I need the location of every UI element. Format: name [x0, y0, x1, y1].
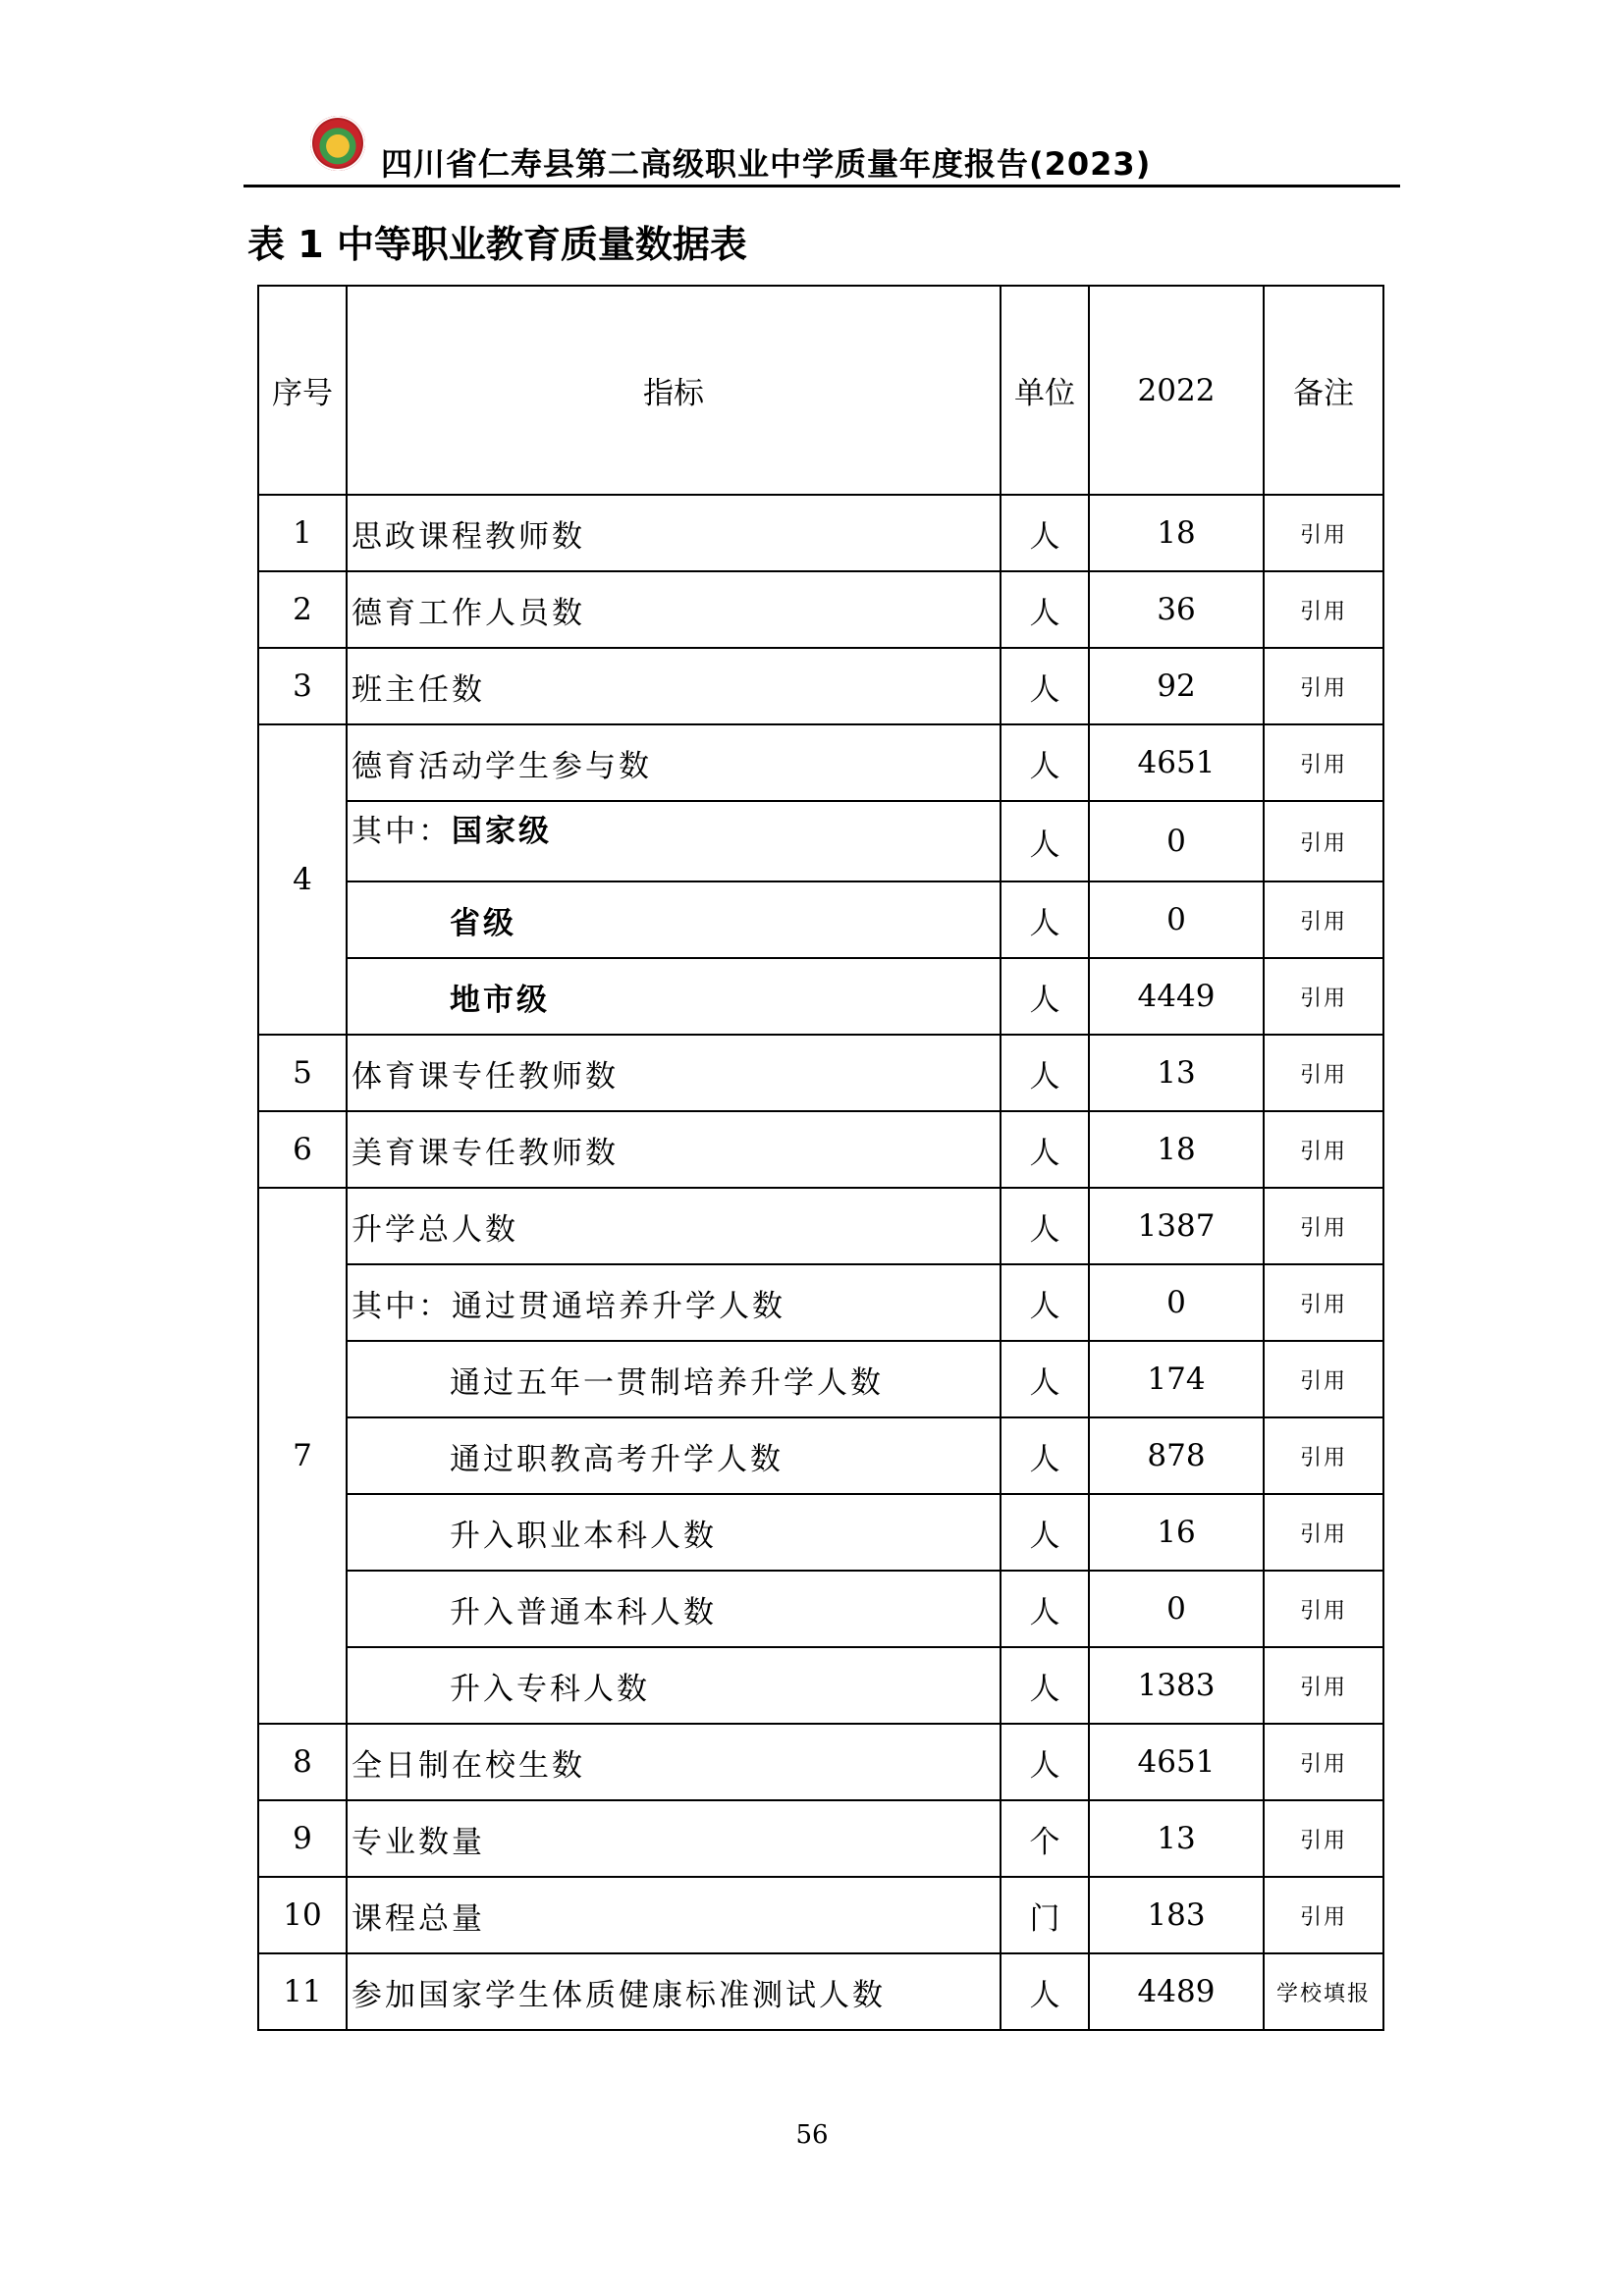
row-value: 13 — [1089, 1035, 1264, 1111]
row-indicator: 德育活动学生参与数 — [347, 724, 1001, 801]
col-header-year: 2022 — [1089, 286, 1264, 495]
row-value: 13 — [1089, 1800, 1264, 1877]
row-value: 36 — [1089, 571, 1264, 648]
row-indicator: 美育课专任教师数 — [347, 1111, 1001, 1188]
row-indicator: 通过五年一贯制培养升学人数 — [347, 1341, 1001, 1417]
row-note: 引用 — [1264, 495, 1383, 571]
row-note: 引用 — [1264, 1417, 1383, 1494]
table-row — [258, 881, 1383, 958]
row-seq: 6 — [258, 1111, 347, 1188]
row-value: 4489 — [1089, 1953, 1264, 2030]
row-value: 1383 — [1089, 1647, 1264, 1724]
table-row — [258, 1800, 1383, 1877]
row-note: 引用 — [1264, 1647, 1383, 1724]
row-value: 1387 — [1089, 1188, 1264, 1264]
table-row — [258, 648, 1383, 724]
table-row — [258, 495, 1383, 571]
row-unit: 人 — [1001, 1035, 1089, 1111]
row-unit: 人 — [1001, 1647, 1089, 1724]
table-row — [258, 1571, 1383, 1647]
row-indicator: 班主任数 — [347, 648, 1001, 724]
row-indicator — [347, 801, 1001, 881]
row-indicator: 升学总人数 — [347, 1188, 1001, 1264]
row-indicator: 通过职教高考升学人数 — [347, 1417, 1001, 1494]
row-value: 0 — [1089, 881, 1264, 958]
row-note: 引用 — [1264, 801, 1383, 881]
row-value: 183 — [1089, 1877, 1264, 1953]
row-indicator: 专业数量 — [347, 1800, 1001, 1877]
row-note: 引用 — [1264, 1571, 1383, 1647]
row-note: 引用 — [1264, 1341, 1383, 1417]
row-indicator-label: 省级 — [450, 905, 516, 941]
row-unit: 人 — [1001, 1264, 1089, 1341]
row-value: 174 — [1089, 1341, 1264, 1417]
row-note: 引用 — [1264, 1800, 1383, 1877]
row-value: 0 — [1089, 1264, 1264, 1341]
table-row — [258, 1264, 1383, 1341]
row-indicator: 其中：通过贯通培养升学人数 — [347, 1264, 1001, 1341]
table-title: 表 1 中等职业教育质量数据表 — [247, 223, 747, 266]
page-number: 56 — [795, 2120, 829, 2150]
table-row — [258, 1111, 1383, 1188]
row-value: 0 — [1089, 1571, 1264, 1647]
row-note: 引用 — [1264, 1188, 1383, 1264]
row-unit: 人 — [1001, 495, 1089, 571]
row-unit: 个 — [1001, 1800, 1089, 1877]
row-note: 学校填报 — [1264, 1953, 1383, 2030]
table-row — [258, 1035, 1383, 1111]
row-indicator: 参加国家学生体质健康标准测试人数 — [347, 1953, 1001, 2030]
row-unit: 人 — [1001, 724, 1089, 801]
row-value: 4651 — [1089, 724, 1264, 801]
table-row — [258, 1188, 1383, 1264]
row-note: 引用 — [1264, 724, 1383, 801]
row-note: 引用 — [1264, 881, 1383, 958]
row-indicator: 升入普通本科人数 — [347, 1571, 1001, 1647]
row-unit: 人 — [1001, 1188, 1089, 1264]
row-note: 引用 — [1264, 958, 1383, 1035]
table-row — [258, 1724, 1383, 1800]
row-unit: 人 — [1001, 648, 1089, 724]
row-unit: 人 — [1001, 881, 1089, 958]
col-header-indicator: 指标 — [347, 286, 1001, 495]
row-note: 引用 — [1264, 571, 1383, 648]
row-note: 引用 — [1264, 1035, 1383, 1111]
row-seq: 5 — [258, 1035, 347, 1111]
row-value: 92 — [1089, 648, 1264, 724]
row-unit: 人 — [1001, 571, 1089, 648]
row-value: 4651 — [1089, 1724, 1264, 1800]
row-seq: 10 — [258, 1877, 347, 1953]
row-note: 引用 — [1264, 1877, 1383, 1953]
row-unit: 人 — [1001, 1953, 1089, 2030]
row-indicator: 德育工作人员数 — [347, 571, 1001, 648]
row-value: 18 — [1089, 495, 1264, 571]
row-indicator: 体育课专任教师数 — [347, 1035, 1001, 1111]
row-note: 引用 — [1264, 1724, 1383, 1800]
row-unit: 人 — [1001, 1494, 1089, 1571]
table-row — [258, 801, 1383, 881]
row-unit: 人 — [1001, 1417, 1089, 1494]
col-header-seq: 序号 — [258, 286, 347, 495]
row-unit: 人 — [1001, 1111, 1089, 1188]
row-unit: 人 — [1001, 1341, 1089, 1417]
quality-data-table — [257, 285, 1384, 2031]
row-seq: 4 — [258, 724, 347, 1035]
row-note: 引用 — [1264, 1111, 1383, 1188]
row-note: 引用 — [1264, 1264, 1383, 1341]
row-value: 16 — [1089, 1494, 1264, 1571]
row-unit: 人 — [1001, 1724, 1089, 1800]
header-title: 四川省仁寿县第二高级职业中学质量年度报告(2023) — [381, 145, 1152, 183]
table-row — [258, 1494, 1383, 1571]
table-row — [258, 1341, 1383, 1417]
table-row — [258, 958, 1383, 1035]
row-indicator-label: 地市级 — [450, 982, 550, 1018]
table-row — [258, 1953, 1383, 2030]
row-unit: 人 — [1001, 801, 1089, 881]
table-row — [258, 1417, 1383, 1494]
page-header — [244, 110, 1400, 188]
row-seq: 8 — [258, 1724, 347, 1800]
school-logo-icon — [310, 116, 365, 171]
row-seq: 9 — [258, 1800, 347, 1877]
row-indicator: 升入专科人数 — [347, 1647, 1001, 1724]
table-row — [258, 1877, 1383, 1953]
row-seq: 11 — [258, 1953, 347, 2030]
table-row — [258, 1647, 1383, 1724]
row-seq: 3 — [258, 648, 347, 724]
row-indicator: 课程总量 — [347, 1877, 1001, 1953]
row-note: 引用 — [1264, 1494, 1383, 1571]
row-indicator — [347, 881, 1001, 958]
row-indicator — [347, 958, 1001, 1035]
row-seq: 2 — [258, 571, 347, 648]
row-value: 4449 — [1089, 958, 1264, 1035]
row-value: 878 — [1089, 1417, 1264, 1494]
table-row — [258, 571, 1383, 648]
row-indicator-label: 国家级 — [452, 814, 552, 849]
row-indicator-prefix: 其中： — [352, 814, 452, 849]
row-seq: 7 — [258, 1188, 347, 1724]
row-note: 引用 — [1264, 648, 1383, 724]
row-value: 18 — [1089, 1111, 1264, 1188]
table-row — [258, 724, 1383, 801]
row-unit: 门 — [1001, 1877, 1089, 1953]
col-header-unit: 单位 — [1001, 286, 1089, 495]
header-rule — [244, 185, 1400, 187]
row-indicator: 全日制在校生数 — [347, 1724, 1001, 1800]
row-seq: 1 — [258, 495, 347, 571]
row-indicator: 思政课程教师数 — [347, 495, 1001, 571]
table-header-row — [258, 286, 1383, 495]
row-value: 0 — [1089, 801, 1264, 881]
row-unit: 人 — [1001, 958, 1089, 1035]
row-unit: 人 — [1001, 1571, 1089, 1647]
col-header-note: 备注 — [1264, 286, 1383, 495]
row-indicator: 升入职业本科人数 — [347, 1494, 1001, 1571]
